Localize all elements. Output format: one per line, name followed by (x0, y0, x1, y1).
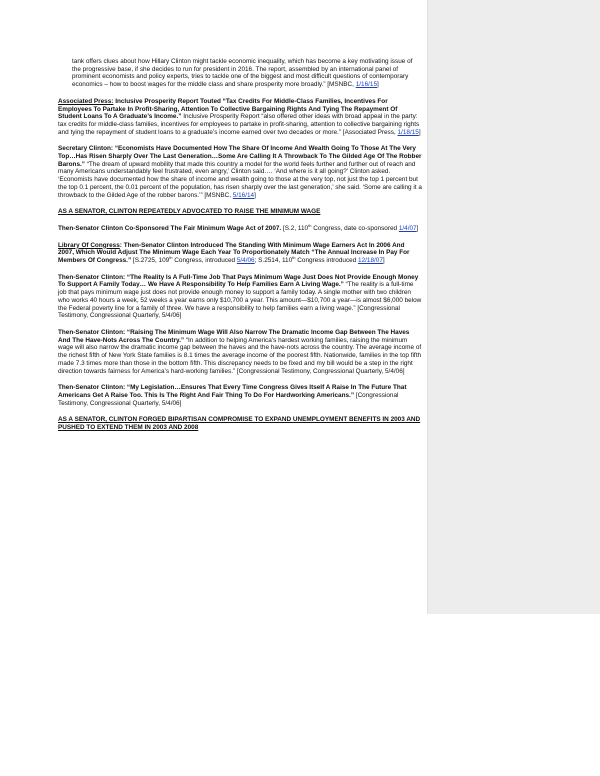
quote-paragraph: tank offers clues about how Hillary Clinton might tackle economic inequality, which has become a key motivating issue of the progressive base, if she decides to run for president in 2016. The report, assembled by an international panel of prominent economists and policy experts, tries to tackle one of the biggest and most difficult questions of contemporary economics – how to boost wages for the middle class and share prosperity more broadly.” [MSNBC, 1/16/15] (72, 58, 413, 89)
source-link[interactable]: 1/18/15 (397, 128, 419, 136)
source-name: Library Of Congress (58, 241, 120, 249)
paragraph-fair-minimum-wage-act: Then-Senator Clinton Co-Sponsored The Fair Minimum Wage Act of 2007. [S.2, 110th Congress, date co-sponsored 1/4/07] (58, 222, 419, 232)
source-link[interactable]: 12/18/07 (358, 257, 383, 265)
comment-pane (427, 0, 600, 614)
source-name: Associated Press: (58, 97, 114, 105)
paragraph-headline: : Then-Senator Clinton Introduced The Standing With Minimum Wage Earners Act In 2006 And 2007, Which Would Adjust The Minimum Wage Each Year To Proportionately Match “The Annual Increase In Pay For Members Of Congress.” (58, 241, 410, 265)
paragraph-headline: Inclusive Prosperity Report Touted “Tax Credits For Middle-Class Families, Incentives For Employees To Partake In Profit-Sharing, Attention To Collective Bargaining Rights And Tying The Repayment Of Student Loans To A Graduate’s Income.” (58, 97, 398, 121)
paragraph-headline: Then-Senator Clinton: “The Reality Is A Full-Time Job That Pays Minimum Wage Just Does Not Provide Enough Money To Support A Family Today… We Have A Responsibility To Help Families Earn A Living Wage.” (58, 273, 419, 289)
source-link[interactable]: 1/4/07 (398, 224, 417, 232)
source-link[interactable]: 1/16/15 (355, 81, 378, 89)
document-body (58, 58, 422, 441)
paragraph-headline: Then-Senator Clinton: “My Legislation…Ensures That Every Time Congress Gives Itself A Raise In The Future That Americans Get A Raise Too. This Is The Right And Fair Thing To Do For Hardworking Americans.” (58, 384, 407, 399)
paragraph-headline: Then-Senator Clinton: “Raising The Minimum Wage Will Also Narrow The Dramatic Income Gap Between The Haves And The Have-Nots Across The Country.” (58, 328, 410, 344)
paragraph-living-wage: Then-Senator Clinton: “The Reality Is A Full-Time Job That Pays Minimum Wage Just Does Not Provide Enough Money To Support A Family Today… We Have A Responsibility To Help Families Earn A Living Wage.” “The reality is a full-time job that pays minimum wage just does not provide enough money to support a family today. A single mother with two children who works 40 hours a week, 52 weeks a year earns only $10,700 a year. This amount—$10,700 a year—is almost $6,000 below the Federal poverty line for a family of three. We have a responsibility to help families earn a living wage.” [Congressional Testimony, Congressional Quarterly, 5/4/06] (58, 273, 422, 320)
source-link[interactable]: 5/16/14 (232, 191, 255, 199)
paragraph-income-gap: Then-Senator Clinton: “Raising The Minimum Wage Will Also Narrow The Dramatic Income Gap Between The Haves And The Have-Nots Across The Country.” “In addition to helping America’s hardest working families, raising the minimum wage will also narrow the dramatic income gap between the haves and the have-nots across the country. The average income of the richest fifth of New York State families is 8.1 times the average income of the poorest fifth. Nationwide, families in the top fifth made 7.3 times more than those in the bottom fifth. This discrepancy needs to be fixed and my bill would be a step in the right direction towards fairness for America’s hard-working families.” [Congressional Testimony, Congressional Quarterly, 5/4/06] (58, 328, 422, 375)
section-heading-minimum-wage: AS A SENATOR, CLINTON REPEATEDLY ADVOCATED TO RAISE THE MINIMUM WAGE (58, 208, 321, 216)
paragraph-library-of-congress: Library Of Congress: Then-Senator Clinton Introduced The Standing With Minimum Wage Earners Act In 2006 And 2007, Which Would Adjust The Minimum Wage Each Year To Proportionately Match “The Annual Increase In Pay For Members Of Congress.” [S.2725, 109th Congress, introduced 5/4/06; S.2514, 110th Congress introduced 12/18/07] (58, 241, 410, 265)
paragraph-headline: Secretary Clinton: “Economists Have Documented How The Share Of Income And Wealth Going To Those At The Very Top…Has Risen Sharply Over The Last Generation…Some Are Calling It A Throwback To The Gilded Age Of The Robber Barons.” (58, 145, 422, 168)
paragraph-ap-report: Associated Press: Inclusive Prosperity Report Touted “Tax Credits For Middle-Class Families, Incentives For Employees To Partake In Profit-Sharing, Attention To Collective Bargaining Rights And Tying The Repayment Of Student Loans To A Graduate’s Income.” Inclusive Prosperity Report “also offered other ideas with broad appeal in the party: tax credits for middle-class families, incentives for employees to partake in profit-sharing, attention to collective bargaining rights and tying the repayment of student loans to a graduate’s income earned over two decades or more.” [Associated Press, 1/18/15] (58, 97, 421, 136)
paragraph-secretary-clinton: Secretary Clinton: “Economists Have Documented How The Share Of Income And Wealth Going To Those At The Very Top…Has Risen Sharply Over The Last Generation…Some Are Calling It A Throwback To The Gilded Age Of The Robber Barons.” “The dream of upward mobility that made this country a model for the world feels further and further out of reach and many Americans understandably feel frustrated, even angry,’ Clinton said…. ‘And where is it all going?’ Clinton asked. ‘Economists have documented how the share of income and wealth going to those at the very top, not just the top 1 percent but the top 0.1 percent, the 0.01 percent of the population, has risen sharply over the last generation,’ she said. ‘Some are calling it a throwback to the Gilded Age of the robber barons.’” [MSNBC, 5/16/14] (58, 145, 422, 199)
paragraph-headline: Then-Senator Clinton Co-Sponsored The Fair Minimum Wage Act of 2007. (58, 224, 282, 232)
source-link[interactable]: 5/4/06 (236, 257, 255, 265)
section-heading-unemployment: AS A SENATOR, CLINTON FORGED BIPARTISAN COMPROMISE TO EXPAND UNEMPLOYMENT BENEFITS IN 2003 AND PUSHED TO EXTEND THEM IN 2003 AND 2008 (58, 416, 421, 432)
paragraph-congress-raise: Then-Senator Clinton: “My Legislation…Ensures That Every Time Congress Gives Itself A Raise In The Future That Americans Get A Raise Too. This Is The Right And Fair Thing To Do For Hardworking Americans.” [Congressional Testimony, Congressional Quarterly, 5/4/06] (58, 384, 407, 407)
